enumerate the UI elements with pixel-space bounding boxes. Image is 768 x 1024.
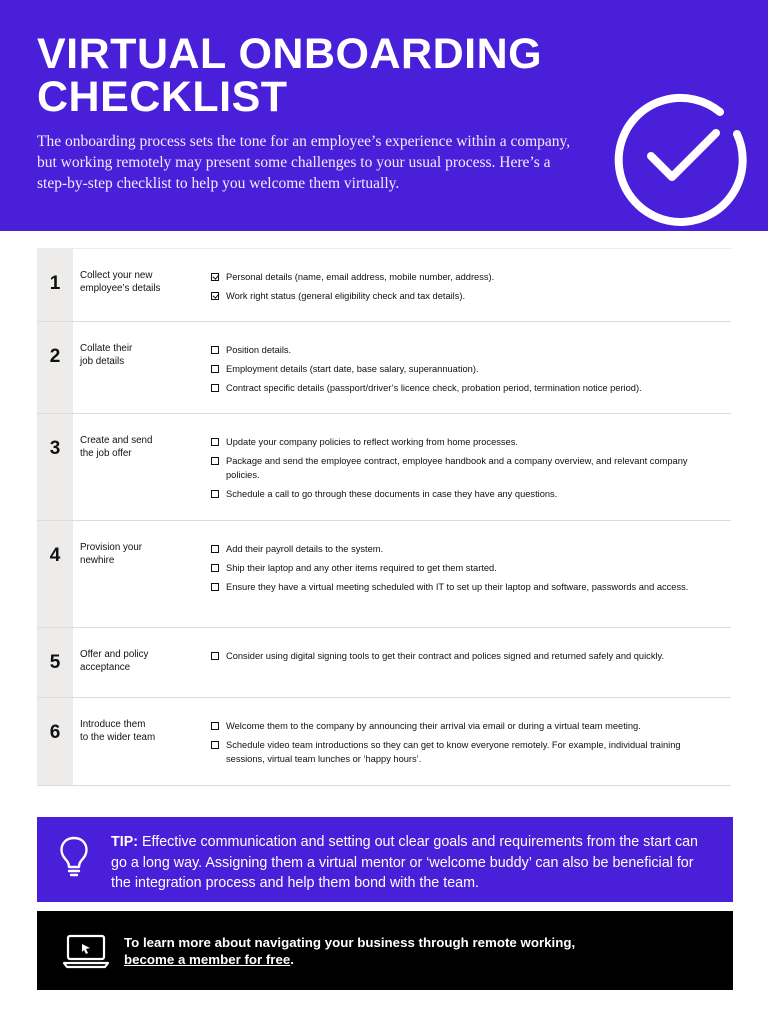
checklist-item	[211, 580, 731, 594]
checklist-item-text: Ensure they have a virtual meeting scheduled with IT to set up their laptop and software, passwords and access.	[226, 582, 689, 592]
step-title-line: newhire	[80, 554, 115, 566]
tip-text	[111, 832, 711, 894]
checklist-item-text: Update your company policies to reflect working from home processes.	[226, 437, 518, 447]
step-title-line: the job offer	[80, 447, 132, 459]
step-title-line: acceptance	[80, 661, 131, 673]
checkbox[interactable]	[211, 438, 219, 446]
check-circle-icon	[612, 88, 752, 228]
membership-lead: To learn more about navigating your business through remote working,	[124, 935, 576, 950]
checklist-item-text: Schedule a call to go through these documents in case they have any questions.	[226, 489, 558, 499]
step-title-line: Collate their	[80, 343, 133, 354]
checklist-item	[211, 561, 731, 575]
step-items	[211, 249, 731, 321]
membership-suffix: .	[290, 952, 294, 967]
checkbox[interactable]	[211, 564, 219, 572]
tip-label: TIP:	[111, 834, 139, 850]
checkbox[interactable]	[211, 741, 219, 749]
step-number: 2	[37, 322, 73, 413]
step-title	[73, 249, 211, 321]
checklist-item-text: Add their payroll details to the system.	[226, 544, 384, 554]
checklist-item	[211, 649, 731, 663]
checklist-row	[37, 414, 731, 521]
checklist-item	[211, 362, 731, 376]
step-number: 6	[37, 698, 73, 785]
step-title	[73, 698, 211, 785]
checklist-item	[211, 738, 731, 766]
checkbox[interactable]	[211, 292, 219, 300]
step-title-line: Introduce them	[80, 719, 146, 730]
step-items	[211, 628, 731, 697]
lightbulb-icon	[59, 835, 89, 877]
title-line-1: VIRTUAL ONBOARDING	[37, 30, 543, 78]
checklist-item	[211, 381, 731, 395]
checklist-item-text: Contract specific details (passport/driver’s licence check, probation period, termination notice period).	[226, 383, 642, 393]
step-items	[211, 414, 731, 520]
checklist-item-text: Personal details (name, email address, mobile number, address).	[226, 272, 495, 282]
checkbox[interactable]	[211, 722, 219, 730]
checklist-item	[211, 289, 731, 303]
checkbox[interactable]	[211, 583, 219, 591]
membership-text	[124, 934, 684, 968]
checklist-row	[37, 628, 731, 698]
become-member-link[interactable]: become a member for free	[124, 952, 291, 967]
checklist-item-text: Work right status (general eligibility check and tax details).	[226, 291, 466, 301]
step-title-line: Provision your	[80, 542, 143, 553]
checkbox[interactable]	[211, 346, 219, 354]
checklist-row	[37, 322, 731, 414]
step-title	[73, 322, 211, 413]
checklist-row	[37, 698, 731, 786]
checklist-item	[211, 542, 731, 556]
checklist-item-text: Ship their laptop and any other items required to get them started.	[226, 563, 497, 573]
checklist-item	[211, 270, 731, 284]
step-title	[73, 521, 211, 627]
laptop-icon	[62, 933, 110, 969]
checklist-table	[37, 248, 731, 786]
step-title-line: job details	[80, 355, 125, 367]
header-banner	[0, 0, 768, 231]
step-items	[211, 322, 731, 413]
checkbox[interactable]	[211, 545, 219, 553]
checklist-item-text: Schedule video team introductions so they can get to know everyone remotely. For example, individual training sessions, virtual team lunches or ‘happy hours’.	[226, 740, 681, 764]
page-title	[37, 30, 677, 121]
checklist-item	[211, 454, 731, 482]
step-title-line: employee’s details	[80, 282, 161, 294]
checklist-item-text: Welcome them to the company by announcing their arrival via email or during a virtual team meeting.	[226, 721, 641, 731]
checkbox[interactable]	[211, 384, 219, 392]
checklist-item	[211, 343, 731, 357]
intro-text: The onboarding process sets the tone for an employee’s experience within a company, but working remotely may present some challenges to your usual process. Here’s a step-by-step checklist to help you welcome them virtually.	[37, 133, 571, 192]
membership-banner	[37, 911, 733, 990]
checklist-row	[37, 248, 731, 322]
step-number: 3	[37, 414, 73, 520]
checklist-item-text: Consider using digital signing tools to get their contract and polices signed and returned safely and quickly.	[226, 651, 665, 661]
checkbox[interactable]	[211, 273, 219, 281]
title-line-2: CHECKLIST	[37, 73, 288, 121]
step-title-line: to the wider team	[80, 731, 156, 743]
checkbox[interactable]	[211, 490, 219, 498]
checklist-item	[211, 487, 731, 501]
step-title	[73, 414, 211, 520]
step-number: 4	[37, 521, 73, 627]
checklist-item-text: Position details.	[226, 345, 292, 355]
step-title-line: Create and send	[80, 435, 153, 446]
step-title-line: Offer and policy	[80, 649, 149, 660]
step-title	[73, 628, 211, 697]
step-items	[211, 698, 731, 785]
step-number: 5	[37, 628, 73, 697]
checklist-item-text: Employment details (start date, base salary, superannuation).	[226, 364, 479, 374]
step-title-line: Collect your new	[80, 270, 153, 281]
step-number: 1	[37, 249, 73, 321]
checklist-row	[37, 521, 731, 628]
step-items	[211, 521, 731, 627]
checklist-item-text: Package and send the employee contract, employee handbook and a company overview, and relevant company policies.	[226, 456, 688, 480]
checklist-item	[211, 435, 731, 449]
tip-body: Effective communication and setting out clear goals and requirements from the start can go a long way. Assigning them a virtual mentor or ‘welcome buddy’ can also be beneficial for the integration process and help them bond with the team.	[111, 834, 699, 891]
checkbox[interactable]	[211, 457, 219, 465]
checkbox[interactable]	[211, 365, 219, 373]
tip-box	[37, 817, 733, 902]
checkbox[interactable]	[211, 652, 219, 660]
checklist-item	[211, 719, 731, 733]
